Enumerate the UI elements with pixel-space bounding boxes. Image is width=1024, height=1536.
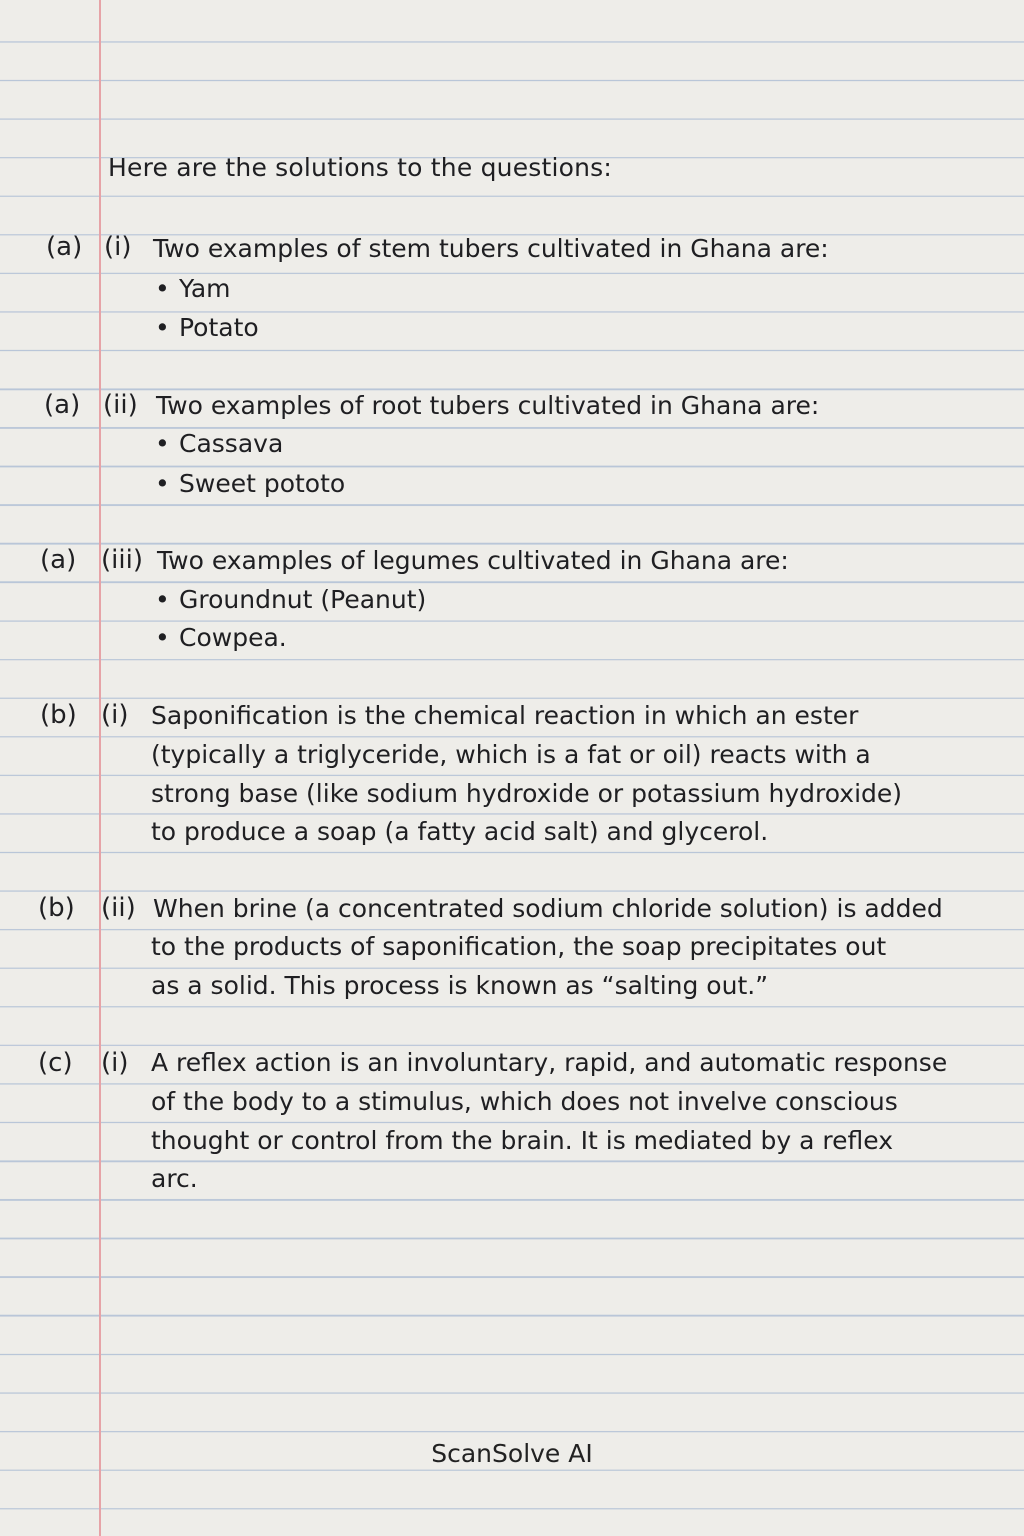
section-roman: (i)	[104, 232, 132, 262]
section-letter: (b)	[38, 893, 75, 923]
bullet-text: Cassava	[179, 429, 284, 458]
answer-line: Saponification is the chemical reaction in which an ester	[151, 701, 859, 730]
answer-line: as a solid. This process is known as “salting out.”	[151, 971, 769, 1000]
answer-line: Two examples of legumes cultivated in Ghana are:	[157, 546, 789, 575]
bullet-item	[155, 313, 259, 342]
answer-line: of the body to a stimulus, which does not invelve conscious	[151, 1087, 898, 1116]
bullet-glyph: •	[155, 585, 170, 614]
bullet-item	[155, 623, 287, 652]
section-letter: (a)	[46, 232, 83, 262]
bullet-glyph: •	[155, 429, 170, 458]
answer-line: thought or control from the brain. It is mediated by a reflex	[151, 1126, 894, 1155]
bullet-glyph: •	[155, 274, 170, 303]
bullet-glyph: •	[155, 469, 170, 498]
section-roman: (ii)	[103, 390, 138, 420]
bullet-text: Yam	[179, 274, 231, 303]
intro-text: Here are the solutions to the questions:	[108, 153, 613, 182]
bullet-item	[155, 429, 283, 458]
bullet-text: Cowpea.	[179, 623, 287, 652]
answer-line: When brine (a concentrated sodium chloride solution) is added	[153, 894, 943, 923]
footer-brand: ScanSolve AI	[431, 1439, 593, 1468]
section-letter: (a)	[44, 390, 81, 420]
bullet-glyph: •	[155, 313, 170, 342]
answer-line: arc.	[151, 1164, 198, 1193]
bullet-text: Sweet pototo	[179, 469, 346, 498]
answer-line: to produce a soap (a fatty acid salt) and glycerol.	[151, 817, 769, 846]
answer-line: Two examples of stem tubers cultivated in Ghana are:	[153, 234, 829, 263]
answer-line: strong base (like sodium hydroxide or potassium hydroxide)	[151, 779, 903, 808]
bullet-item	[155, 274, 231, 303]
section-roman: (i)	[101, 1048, 129, 1078]
section-letter: (b)	[40, 700, 77, 730]
bullet-glyph: •	[155, 623, 170, 652]
section-roman: (iii)	[101, 545, 143, 575]
section-roman: (ii)	[101, 893, 136, 923]
section-roman: (i)	[101, 700, 129, 730]
bullet-item	[155, 585, 426, 614]
answer-line: A reflex action is an involuntary, rapid, and automatic response	[151, 1048, 948, 1077]
bullet-text: Potato	[179, 313, 259, 342]
answer-line: (typically a triglyceride, which is a fat or oil) reacts with a	[151, 740, 871, 769]
section-letter: (a)	[40, 545, 77, 575]
bullet-text: Groundnut (Peanut)	[179, 585, 427, 614]
bullet-item	[155, 469, 345, 498]
margin-line	[99, 0, 101, 1536]
answer-line: to the products of saponification, the soap precipitates out	[151, 932, 887, 961]
section-letter: (c)	[38, 1048, 73, 1078]
answer-line: Two examples of root tubers cultivated in Ghana are:	[156, 391, 820, 420]
